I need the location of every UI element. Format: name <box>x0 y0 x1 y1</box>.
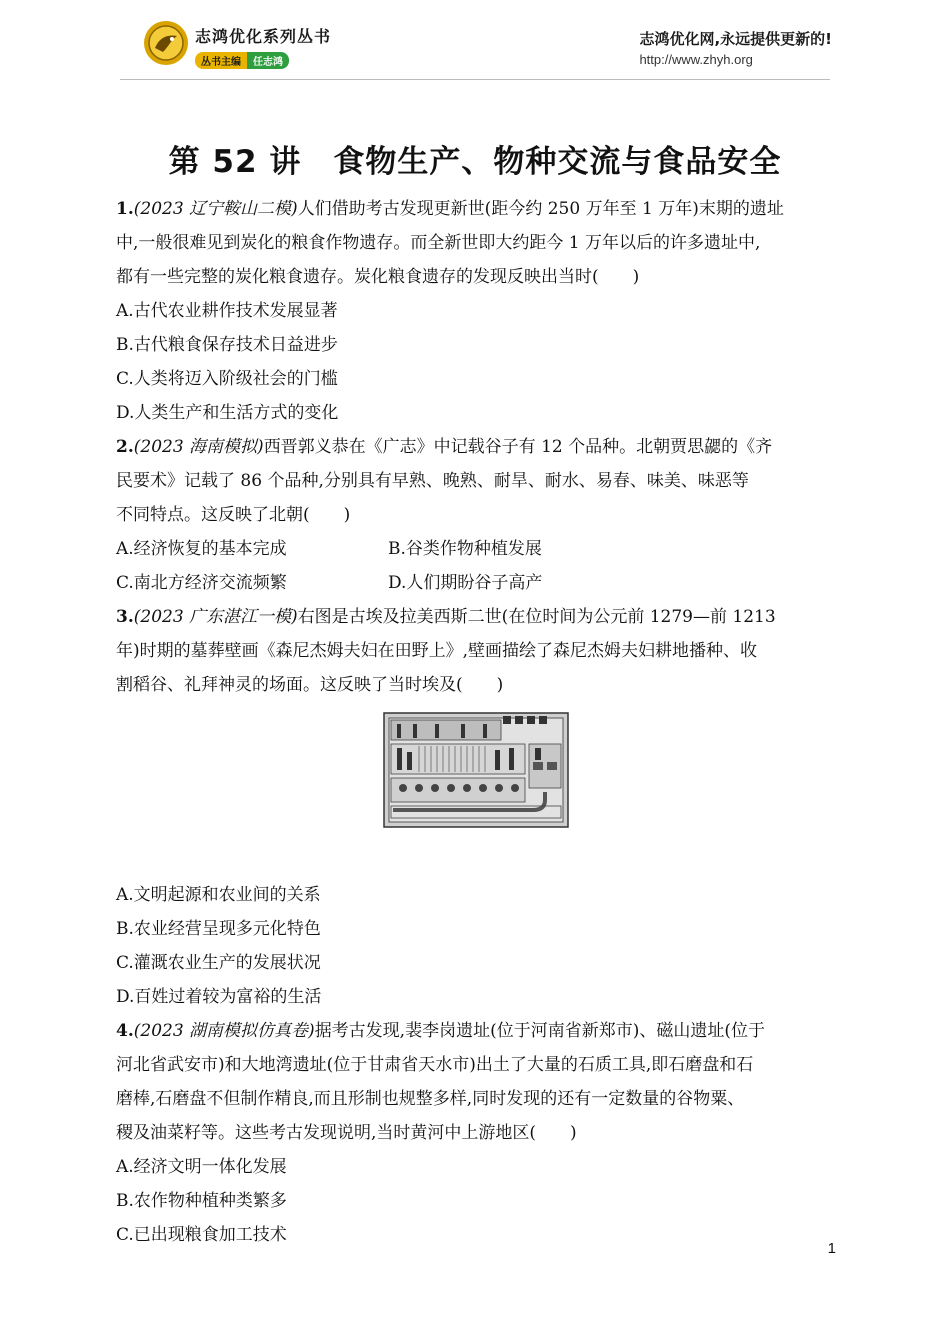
option-a[interactable]: A.文明起源和农业间的关系 <box>116 885 321 905</box>
stem-line: 磨棒,石磨盘不但制作精良,而且形制也规整多样,同时发现的还有一定数量的谷物粟、 <box>116 1089 745 1109</box>
question-list <box>116 192 840 1252</box>
option-b[interactable]: B.谷类作物种植发展 <box>388 539 542 559</box>
page-title: 第 52 讲 食物生产、物种交流与食品安全 <box>168 144 782 180</box>
option-c[interactable]: C.南北方经济交流频繁 <box>116 573 287 593</box>
question-stem <box>116 430 840 464</box>
question-stem <box>116 600 840 634</box>
option-row <box>116 532 840 566</box>
question-source: (2023 广东湛江一模) <box>133 607 298 627</box>
option-b[interactable]: B.农业经营呈现多元化特色 <box>116 919 321 939</box>
question-number: 2. <box>116 437 134 457</box>
stem-line: 稷及油菜籽等。这些考古发现说明,当时黄河中上游地区( ) <box>116 1123 577 1143</box>
stem-line: 民要术》记载了 86 个品种,分别具有早熟、晚熟、耐旱、耐水、易春、味美、味恶等 <box>116 471 749 491</box>
brand-block <box>195 24 331 69</box>
option-d[interactable]: D.人类生产和生活方式的变化 <box>116 403 339 423</box>
question-number: 1. <box>116 199 134 219</box>
slogan-block <box>639 28 832 67</box>
option-a[interactable]: A.经济文明一体化发展 <box>116 1157 287 1177</box>
header-divider <box>120 79 830 80</box>
question-number: 3. <box>116 607 134 627</box>
option-row <box>116 566 840 600</box>
option-d[interactable]: D.人们期盼谷子高产 <box>388 573 543 593</box>
question-stem <box>116 1014 840 1048</box>
question-source: (2023 湖南模拟仿真卷) <box>133 1021 315 1041</box>
stem-line: 人们借助考古发现更新世(距今约 250 万年至 1 万年)末期的遗址 <box>297 199 784 219</box>
option-c[interactable]: C.已出现粮食加工技术 <box>116 1225 287 1245</box>
question-4 <box>116 1014 840 1252</box>
slogan-text: 志鸿优化网,永远提供更新的! <box>639 30 832 48</box>
site-url-link[interactable]: http://www.zhyh.org <box>639 52 753 67</box>
stem-line: 不同特点。这反映了北朝( ) <box>116 505 351 525</box>
question-2 <box>116 430 840 600</box>
brand-editor-label: 丛书主编 <box>195 52 247 69</box>
tomb-mural-image <box>383 712 569 828</box>
stem-line: 右图是古埃及拉美西斯二世(在位时间为公元前 1279—前 1213 <box>297 607 776 627</box>
option-a[interactable]: A.古代农业耕作技术发展显著 <box>116 301 338 321</box>
question-source: (2023 辽宁鞍山二模) <box>133 199 298 219</box>
question-source: (2023 海南模拟) <box>133 437 264 457</box>
page-number: 1 <box>827 1240 836 1257</box>
option-b[interactable]: B.农作物种植种类繁多 <box>116 1191 287 1211</box>
stem-line: 据考古发现,裴李岗遗址(位于河南省新郑市)、磁山遗址(位于 <box>314 1021 765 1041</box>
stem-line: 割稻谷、礼拜神灵的场面。这反映了当时埃及( ) <box>116 675 504 695</box>
question-stem <box>116 192 840 226</box>
option-c[interactable]: C.人类将迈入阶级社会的门槛 <box>116 369 338 389</box>
brand-logo-icon <box>143 20 189 66</box>
option-a[interactable]: A.经济恢复的基本完成 <box>116 539 287 559</box>
stem-line: 中,一般很难见到炭化的粮食作物遗存。而全新世即大约距今 1 万年以后的许多遗址中, <box>116 233 761 253</box>
stem-line: 年)时期的墓葬壁画《森尼杰姆夫妇在田野上》,壁画描绘了森尼杰姆夫妇耕地播种、收 <box>116 641 758 661</box>
question-1 <box>116 192 840 430</box>
brand-subtitle <box>195 52 331 69</box>
stem-line: 西晋郭义恭在《广志》中记载谷子有 12 个品种。北朝贾思勰的《齐 <box>263 437 773 457</box>
page-header <box>0 0 950 82</box>
option-b[interactable]: B.古代粮食保存技术日益进步 <box>116 335 338 355</box>
option-d[interactable]: D.百姓过着较为富裕的生活 <box>116 987 322 1007</box>
option-c[interactable]: C.灌溉农业生产的发展状况 <box>116 953 321 973</box>
question-number: 4. <box>116 1021 134 1041</box>
brand-editor-name: 任志鸿 <box>247 52 289 69</box>
stem-line: 河北省武安市)和大地湾遗址(位于甘肃省天水市)出土了大量的石质工具,即石磨盘和石 <box>116 1055 754 1075</box>
brand-title: 志鸿优化系列丛书 <box>195 27 332 46</box>
stem-line: 都有一些完整的炭化粮食遗存。炭化粮食遗存的发现反映出当时( ) <box>116 267 640 287</box>
question-3 <box>116 600 840 1014</box>
